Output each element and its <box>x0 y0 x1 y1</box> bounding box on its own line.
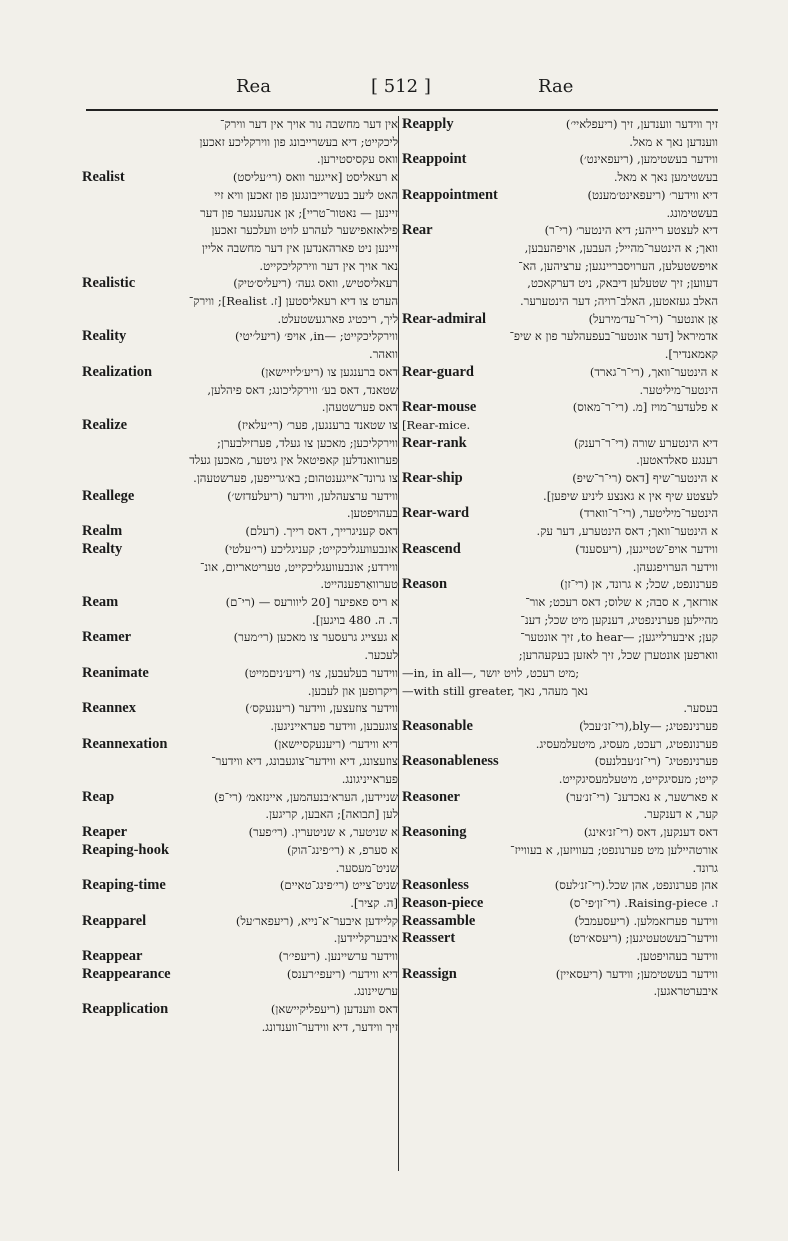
dictionary-entry <box>82 966 398 1001</box>
entry-headword: Realize <box>82 416 128 433</box>
dictionary-entry <box>402 311 718 364</box>
entry-continuation: פערוואנדלען קאפיטאל אין גיטער, מאכען געלד <box>189 453 398 468</box>
dictionary-entry <box>82 116 398 169</box>
entry-definition: א שניטער, א שניטערין. (רי׳פער) <box>248 825 398 840</box>
dictionary-entry <box>402 364 718 399</box>
dictionary-entry <box>402 541 718 576</box>
entry-continuation: אויפשטעלען, הערויסבריינגען; ערציהען, הא־ <box>518 258 718 273</box>
entry-definition: ווידער־בעשטעטיגען; (ריעסא׳רט) <box>568 931 718 946</box>
entry-definition: דיא ווידער׳ (ריענעקסיישאן) <box>273 736 398 751</box>
entry-definition: קליידען איבער־א־נייא, (ריעפאר׳על) <box>235 913 398 928</box>
entry-definition: דיא ווידער׳ (ריעפאינט׳מענט) <box>587 187 718 202</box>
entry-definition: אונבעוועגליכקייט; קעניגליכע (רי׳עלטי) <box>224 541 398 556</box>
dictionary-entry <box>402 895 718 913</box>
entry-headword: Reasoner <box>402 788 460 805</box>
entry-continuation: קייט; מעסיגקייט, מיטעלמעסיגקייט. <box>558 772 718 787</box>
entry-definition: דאס ברענגען צו (ריע׳ליזיישאן) <box>260 364 398 379</box>
entry-continuation: אורזאך, א סבה; א שלוס; דאס רעכט; אור־ <box>525 594 718 609</box>
entry-continuation: וואס עקסיסטירען. <box>316 152 398 167</box>
entry-continuation: קער, א דענקער. <box>643 807 718 822</box>
entry-continuation: ווידער הערויפגעהן. <box>632 559 718 574</box>
entry-continuation: קאמאנדיר]. <box>664 347 718 362</box>
right-column <box>402 116 718 1176</box>
entry-definition: ווידער פערזאמלען. (ריעסעמבל) <box>574 913 718 928</box>
entry-definition: אהן פערנונפט, אהן שכל.(רי־זנ׳לעס) <box>554 878 718 893</box>
dictionary-entry <box>82 824 398 842</box>
entry-continuation: ד. ה. 480 בויגען]. <box>312 612 398 627</box>
entry-continuation: צוזעצונג, דיא ווידער־צוגעבונג, דיא ווידער־ <box>211 754 398 769</box>
dictionary-entry <box>402 824 718 877</box>
entry-continuation: —in, in all—, מיט רעכט, לויט יושר; <box>402 665 580 680</box>
entry-headword: Rear-rank <box>402 434 467 451</box>
entry-definition: א רעאליסט [אייגער וואס (רי׳עליסט) <box>232 170 398 185</box>
entry-continuation: בעסער. <box>683 701 718 716</box>
entry-continuation: פערנונפטיג, רעכט, מעסיג, מיטעלמעסיג. <box>535 736 718 751</box>
entry-continuation: בעשטימען נאך א מאל. <box>613 170 718 185</box>
entry-definition: א הינטער־וואך, (רי־ר־גארד) <box>589 364 718 379</box>
dictionary-entry <box>82 700 398 735</box>
dictionary-entry <box>82 364 398 417</box>
entry-definition: א סערפ, א (רי׳פינג־הוק) <box>286 842 398 857</box>
entry-continuation: לען [תבואה]; האבען, קריגען. <box>265 807 398 822</box>
entry-definition: ווידער בעשטימען; ווידער (ריעסאיין) <box>555 966 718 981</box>
entry-continuation: ליך, ריכטיג פארגעשטעלט. <box>277 311 398 326</box>
dictionary-entry <box>82 275 398 328</box>
entry-definition: אין דער מחשבה נור אויך אין דער ווירק־ <box>220 117 398 131</box>
entry-headword: Realm <box>82 523 123 540</box>
entry-headword: Reapparel <box>82 912 147 929</box>
entry-headword: Reason <box>402 576 448 593</box>
dictionary-entry <box>82 789 398 824</box>
dictionary-entry <box>402 470 718 505</box>
running-head-right: Rae <box>538 76 574 97</box>
entry-headword: Reasoning <box>402 824 467 841</box>
entry-headword: Reassert <box>402 930 456 947</box>
dictionary-entry <box>402 222 718 311</box>
dictionary-entry <box>402 116 718 151</box>
entry-continuation: הערט צו דיא רעאליסטען [ז. Realist]; ווירק־ <box>188 294 398 309</box>
entry-continuation: נאר אויך אין דער ווירקליכקייט. <box>259 258 398 273</box>
entry-continuation: ליכקייט; דיא בעשרייבונג פון ווירקליכע זאכען <box>199 134 398 149</box>
dictionary-entry <box>402 151 718 186</box>
entry-headword: Reapplication <box>82 1001 169 1018</box>
entry-continuation: בעהויפטען. <box>346 506 398 521</box>
entry-continuation: צוגעבען, ווידער פעראייניגען. <box>270 718 398 733</box>
entry-definition: א הינטער־שיף [דאס (רי־ר־שיפ) <box>572 471 718 486</box>
entry-headword: Reassign <box>402 965 457 982</box>
entry-continuation: האט ליעב בעשרייבונגען פון זאכען וויא זיי <box>214 187 398 202</box>
entry-headword: Reaping-time <box>82 877 166 894</box>
entry-headword: Reappearance <box>82 965 171 982</box>
dictionary-entry <box>402 966 718 1001</box>
entry-headword: Reappoint <box>402 151 467 168</box>
entry-headword: Reappointment <box>402 186 498 203</box>
entry-definition: ווידער בעלעבען, צו׳ (ריע׳ניםמייט) <box>244 665 398 680</box>
entry-headword: Realization <box>82 363 153 380</box>
entry-continuation: האלב געזאטען, האלב־רויה; דער הינטערער. <box>519 294 718 309</box>
dictionary-entry <box>82 523 398 541</box>
entry-headword: Ream <box>82 593 119 610</box>
dictionary-entry <box>82 328 398 363</box>
entry-continuation: ווארפען אונטערן שכל, זיך לאזען בעקעהרען; <box>518 648 718 663</box>
entry-continuation: לעצטע שיף אין א גאנצע ליניע שיפען]. <box>543 488 718 503</box>
dictionary-entry <box>402 877 718 895</box>
entry-headword: Reannex <box>82 700 136 717</box>
left-column <box>82 116 398 1176</box>
entry-continuation: קען; איבערלייגען; —to hear, זיך אונטער־ <box>520 630 718 645</box>
dictionary-entry <box>82 629 398 664</box>
entry-continuation: זיך ווידער, דיא ווידער־ווענדונג. <box>261 1019 398 1034</box>
entry-continuation: ווידער בעהויפטען. <box>636 949 718 964</box>
entry-continuation: דעווען; זיך שטעלען דיבאק, ניט דערקאכט, <box>527 276 718 291</box>
entry-headword: Rear-ward <box>402 505 470 522</box>
entry-continuation: [ה. קציר]. <box>350 895 398 910</box>
page-number: [ 512 ] <box>371 76 431 97</box>
entry-continuation: וואך; א הינטער־מהייל; העבען, אויפהעבען, <box>524 240 718 255</box>
dictionary-entry <box>402 930 718 965</box>
entry-continuation: צו גרונד־אייגענטהום; בא׳גרייפען, פערשטעהן. <box>193 471 398 486</box>
entry-continuation: פעראייניגונג. <box>341 772 398 787</box>
entry-definition: אַן אונטער־ (רי־ר־עד׳מירעל) <box>588 311 718 326</box>
entry-headword: Reascend <box>402 540 461 557</box>
entry-continuation: שניט־מעסער. <box>335 860 398 875</box>
entry-continuation: אורטהיילען מיט פערנונפט; בעוויזען, א בעווייז־ <box>510 842 718 857</box>
entry-continuation: ווירדע; אונבעוועגליכקייט, טעריטאריום, אונ־ <box>199 559 398 574</box>
entry-continuation: פילאזאפישער לעהרע לויט וועלכער זאכען <box>211 223 398 238</box>
entry-definition: שניידען, הערא׳בנעהמען, איינזאמ׳ (רי־פ) <box>214 789 398 804</box>
dictionary-entry <box>402 399 718 434</box>
entry-definition: פערנינפטיג־ (רי־זנ׳עבלנעס) <box>594 754 718 769</box>
entry-definition: שניט־צייט (רי׳פינג־טאיים) <box>279 878 398 893</box>
dictionary-entry <box>82 594 398 629</box>
entry-headword: Reapply <box>402 116 454 132</box>
entry-definition: דאס ווענדען (ריעפליקיישאן) <box>270 1002 398 1017</box>
entry-continuation: וואהר. <box>369 347 398 362</box>
entry-definition: צו שטאנד ברענגען, פער׳ (רי׳עלאיז) <box>237 417 398 432</box>
entry-definition: א ריס פאפיער [20 ליוורעס — (רי־ם) <box>225 594 398 609</box>
entry-headword: Rear <box>402 222 433 239</box>
entry-definition: רעאליסטיש, וואס געה׳ (ריעליס׳טיק) <box>233 276 398 291</box>
entry-definition: הינטער־מיליטער, (רי־ר־ווארד) <box>579 506 718 521</box>
entry-continuation: לעכער. <box>364 648 398 663</box>
entry-definition: דיא לעצטע רייהע; דיא הינטער׳ (רי־ר) <box>544 223 718 238</box>
entry-headword: Rear-mouse <box>402 399 477 416</box>
entry-definition: דאס דענקען, דאס (רי־זנ׳אינג) <box>583 825 718 840</box>
entry-definition: ווידער צוזעצען, ווידער (ריענעקס׳) <box>245 701 398 716</box>
entry-continuation: —with still greater, נאך מעהר, נאך <box>402 683 589 698</box>
dictionary-entry <box>82 913 398 948</box>
entry-headword: Rear-admiral <box>402 310 487 327</box>
entry-headword: Rear-guard <box>402 363 474 380</box>
entry-continuation: גרונד. <box>692 860 718 875</box>
entry-headword: Reannexation <box>82 735 168 752</box>
entry-definition: ווירקליכקייט; —in, אויפ׳ (ריעל׳יטי) <box>235 329 398 344</box>
entry-continuation: רענגע סאלדאטען. <box>636 453 718 468</box>
entry-continuation: בעשטימונג. <box>666 205 718 220</box>
entry-headword: Reasonableness <box>402 753 499 770</box>
entry-headword: Reaping-hook <box>82 841 170 858</box>
dictionary-entry <box>402 753 718 788</box>
entry-continuation: איבערקליידען. <box>333 931 398 946</box>
dictionary-entry <box>402 505 718 540</box>
dictionary-entry <box>82 417 398 488</box>
entry-headword: Reason-piece <box>402 894 484 911</box>
entry-continuation: זיינען — נאטור־טריי]; אן אנהענגער פון דער <box>200 205 398 220</box>
entry-headword: Reassamble <box>402 912 476 929</box>
entry-continuation: [Rear-mice. <box>402 417 471 432</box>
entry-definition: א פלעדער־מויז [מ. (רי־ר־מאוס) <box>572 400 718 415</box>
dictionary-entry <box>82 1001 398 1036</box>
entry-continuation: ווירקליכען; מאכען צו געלד, פערזילבערן; <box>216 435 398 450</box>
column-divider <box>398 116 399 1171</box>
dictionary-entry <box>402 435 718 470</box>
entry-definition: ווידער אויפ־שטייגען, (ריעסענד) <box>575 541 718 556</box>
dictionary-entry <box>82 842 398 877</box>
entry-headword: Reaper <box>82 824 128 841</box>
dictionary-entry <box>402 718 718 753</box>
entry-headword: Reallege <box>82 487 135 504</box>
entry-headword: Rear-ship <box>402 470 463 487</box>
entry-definition: ווידער ערשיינען. (ריעפי׳ר) <box>278 949 398 964</box>
entry-definition: א געצייג גרעסער צו מאכען (רי׳מער) <box>233 630 398 645</box>
dictionary-entry <box>82 488 398 523</box>
entry-continuation: אדמיראל [דער אונטער־בעפעהלער פון א שיפ־ <box>509 329 718 344</box>
entry-continuation: הינטער־מיליטער. <box>639 382 718 397</box>
dictionary-entry <box>82 665 398 700</box>
running-head-left: Rea <box>236 76 271 97</box>
page-header <box>0 74 788 102</box>
entry-definition: פערנינפטיג; —bly,(רי־זנ׳עבל) <box>579 718 718 733</box>
entry-definition: ווידער בעשטימען, (ריעפאינט׳) <box>579 152 718 167</box>
entry-headword: Reanimate <box>82 664 149 681</box>
entry-headword: Reasonless <box>402 877 469 894</box>
entry-definition: א פארשער, א נאכדענ־ (רי־זנ׳ער) <box>565 789 718 804</box>
entry-definition: פערנונפט, שכל; א גרונד, אן (רי־זן) <box>559 577 718 592</box>
dictionary-entry <box>82 736 398 789</box>
entry-continuation: ווענדען נאך א מאל. <box>629 134 718 149</box>
entry-headword: Reappear <box>82 948 143 965</box>
dictionary-entry <box>402 789 718 824</box>
entry-headword: Reamer <box>82 629 132 646</box>
entry-continuation: א הינטער־וואך; דאס הינטערע, דער עק. <box>536 524 718 539</box>
entry-headword: Realistic <box>82 275 136 292</box>
entry-headword: Reasonable <box>402 717 473 734</box>
entry-continuation: שטאנד, דאס בע׳ ווירקליכונג; דאס פיהלען, <box>207 382 398 397</box>
entry-continuation: מהיילען פערנינפטיג, דענקען מיט שכל; דענ־ <box>520 612 718 627</box>
entry-definition: דאס קעניגרייך, דאס רייך. (רעלם) <box>245 524 398 539</box>
dictionary-entry <box>402 913 718 931</box>
entry-headword: Reap <box>82 788 115 805</box>
entry-definition: דיא הינטערע שורה (רי־ר־רענק) <box>573 435 718 450</box>
entry-continuation: זיינען ניט פארהאנדען אין דער מחשבה אליין <box>201 240 398 255</box>
entry-definition: ווידער ערצעהלען, ווידער (ריעלעדזש׳) <box>227 488 398 503</box>
entry-definition: ז. Raising-piece. (רי־זן׳פי־ס) <box>569 895 718 910</box>
dictionary-entry <box>82 877 398 912</box>
dictionary-entry <box>82 948 398 966</box>
dictionary-entry <box>402 187 718 222</box>
entry-continuation: דאס פערשטעהן. <box>321 400 398 415</box>
header-rule <box>86 109 718 111</box>
entry-continuation: ריקרופען און לעבען. <box>307 683 398 698</box>
dictionary-entry <box>82 169 398 275</box>
entry-headword: Reality <box>82 328 127 345</box>
dictionary-entry <box>82 541 398 594</box>
entry-continuation: ערשיינונג. <box>353 984 398 999</box>
entry-headword: Realty <box>82 540 123 557</box>
entry-headword: Realist <box>82 169 125 186</box>
entry-definition: דיא ווידער׳ (ריעפי׳רענס) <box>286 966 398 981</box>
entry-continuation: טערוואַרפענהייט. <box>320 577 398 592</box>
dictionary-entry <box>402 576 718 718</box>
entry-continuation: איבערטראגען. <box>653 984 718 999</box>
entry-definition: זיך ווידער ווענדען, זיך (ריעפלאיי׳) <box>565 117 718 131</box>
